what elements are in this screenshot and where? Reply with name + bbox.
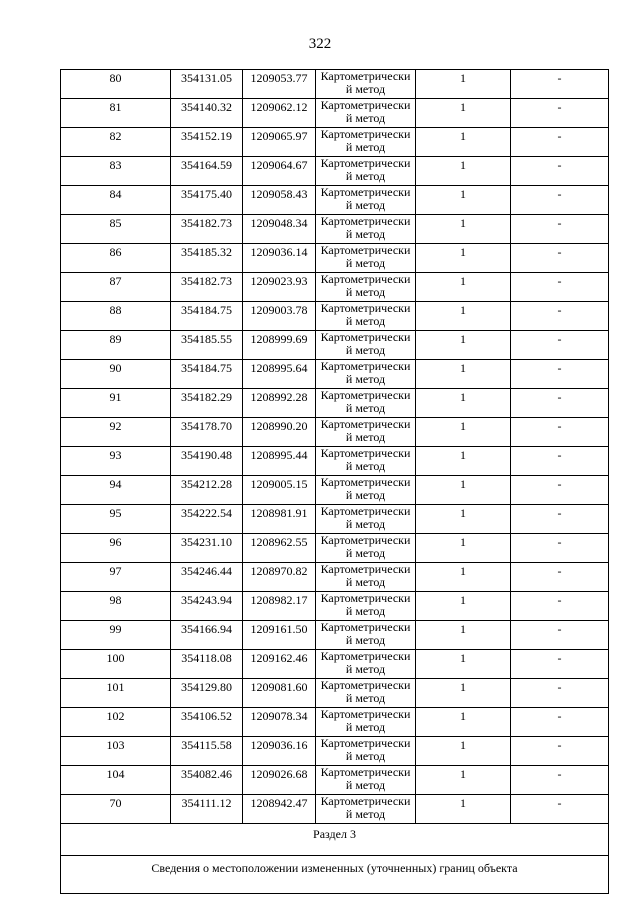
table-row (61, 766, 609, 795)
description-cell: - (511, 389, 609, 418)
point-number-cell: 101 (61, 679, 171, 708)
description-cell: - (511, 418, 609, 447)
method-line-1: Картометрически (320, 504, 411, 518)
description-cell: - (511, 128, 609, 157)
method-line-1: Картометрически (320, 388, 411, 402)
x-coordinate-cell: 354152.19 (171, 128, 243, 157)
description-cell: - (511, 505, 609, 534)
description-cell: - (511, 563, 609, 592)
y-coordinate-cell: 1208995.64 (243, 360, 316, 389)
method-cell (316, 99, 416, 128)
method-line-2: й метод (345, 372, 386, 386)
y-coordinate-cell: 1209048.34 (243, 215, 316, 244)
y-coordinate-cell: 1209003.78 (243, 302, 316, 331)
table-row (61, 650, 609, 679)
description-cell: - (511, 186, 609, 215)
method-cell (316, 360, 416, 389)
point-number-cell: 85 (61, 215, 171, 244)
x-coordinate-cell: 354185.55 (171, 331, 243, 360)
method-cell (316, 737, 416, 766)
method-cell (316, 418, 416, 447)
y-coordinate-cell: 1209023.93 (243, 273, 316, 302)
table-row (61, 273, 609, 302)
accuracy-cell: 1 (416, 331, 511, 360)
x-coordinate-cell: 354175.40 (171, 186, 243, 215)
method-cell (316, 621, 416, 650)
method-line-1: Картометрически (320, 156, 411, 170)
table-row (61, 621, 609, 650)
method-line-1: Картометрически (320, 794, 411, 808)
method-line-2: й метод (345, 111, 386, 125)
y-coordinate-cell: 1208995.44 (243, 447, 316, 476)
method-line-2: й метод (345, 807, 386, 821)
accuracy-cell: 1 (416, 534, 511, 563)
accuracy-cell: 1 (416, 621, 511, 650)
point-number-cell: 88 (61, 302, 171, 331)
method-line-1: Картометрически (320, 185, 411, 199)
accuracy-cell: 1 (416, 795, 511, 824)
table-row (61, 128, 609, 157)
method-line-2: й метод (345, 459, 386, 473)
point-number-cell: 93 (61, 447, 171, 476)
method-line-1: Картометрически (320, 330, 411, 344)
point-number-cell: 102 (61, 708, 171, 737)
accuracy-cell: 1 (416, 737, 511, 766)
point-number-cell: 100 (61, 650, 171, 679)
accuracy-cell: 1 (416, 505, 511, 534)
x-coordinate-cell: 354166.94 (171, 621, 243, 650)
method-cell (316, 186, 416, 215)
x-coordinate-cell: 354243.94 (171, 592, 243, 621)
method-line-1: Картометрически (320, 765, 411, 779)
table-row (61, 215, 609, 244)
method-line-2: й метод (345, 169, 386, 183)
table-row (61, 70, 609, 99)
method-line-2: й метод (345, 430, 386, 444)
method-line-2: й метод (345, 285, 386, 299)
method-cell (316, 244, 416, 273)
method-cell (316, 273, 416, 302)
method-line-2: й метод (345, 314, 386, 328)
description-cell: - (511, 447, 609, 476)
method-line-1: Картометрически (320, 620, 411, 634)
description-cell: - (511, 476, 609, 505)
method-line-2: й метод (345, 604, 386, 618)
x-coordinate-cell: 354222.54 (171, 505, 243, 534)
description-cell: - (511, 679, 609, 708)
accuracy-cell: 1 (416, 70, 511, 99)
x-coordinate-cell: 354082.46 (171, 766, 243, 795)
description-cell: - (511, 157, 609, 186)
method-line-2: й метод (345, 343, 386, 357)
x-coordinate-cell: 354178.70 (171, 418, 243, 447)
table-row (61, 505, 609, 534)
y-coordinate-cell: 1208942.47 (243, 795, 316, 824)
method-cell (316, 795, 416, 824)
method-line-1: Картометрически (320, 446, 411, 460)
method-cell (316, 650, 416, 679)
point-number-cell: 89 (61, 331, 171, 360)
method-line-1: Картометрически (320, 533, 411, 547)
method-line-1: Картометрически (320, 69, 411, 83)
y-coordinate-cell: 1209005.15 (243, 476, 316, 505)
y-coordinate-cell: 1209026.68 (243, 766, 316, 795)
point-number-cell: 83 (61, 157, 171, 186)
y-coordinate-cell: 1209064.67 (243, 157, 316, 186)
method-line-2: й метод (345, 140, 386, 154)
accuracy-cell: 1 (416, 592, 511, 621)
description-cell: - (511, 331, 609, 360)
point-number-cell: 103 (61, 737, 171, 766)
x-coordinate-cell: 354246.44 (171, 563, 243, 592)
accuracy-cell: 1 (416, 418, 511, 447)
section-title: Раздел 3 (61, 824, 609, 856)
description-cell: - (511, 621, 609, 650)
y-coordinate-cell: 1208992.28 (243, 389, 316, 418)
accuracy-cell: 1 (416, 563, 511, 592)
point-number-cell: 96 (61, 534, 171, 563)
point-number-cell: 104 (61, 766, 171, 795)
point-number-cell: 95 (61, 505, 171, 534)
y-coordinate-cell: 1208982.17 (243, 592, 316, 621)
x-coordinate-cell: 354115.58 (171, 737, 243, 766)
section-row (61, 824, 609, 856)
y-coordinate-cell: 1209065.97 (243, 128, 316, 157)
description-cell: - (511, 273, 609, 302)
point-number-cell: 87 (61, 273, 171, 302)
accuracy-cell: 1 (416, 157, 511, 186)
accuracy-cell: 1 (416, 708, 511, 737)
x-coordinate-cell: 354182.29 (171, 389, 243, 418)
accuracy-cell: 1 (416, 99, 511, 128)
method-cell (316, 505, 416, 534)
table-row (61, 708, 609, 737)
y-coordinate-cell: 1209081.60 (243, 679, 316, 708)
method-cell (316, 592, 416, 621)
table-row (61, 534, 609, 563)
method-line-2: й метод (345, 749, 386, 763)
method-line-1: Картометрически (320, 98, 411, 112)
method-cell (316, 534, 416, 563)
method-line-1: Картометрически (320, 272, 411, 286)
table-row (61, 447, 609, 476)
x-coordinate-cell: 354106.52 (171, 708, 243, 737)
description-cell: - (511, 99, 609, 128)
description-cell: - (511, 215, 609, 244)
description-cell: - (511, 650, 609, 679)
point-number-cell: 86 (61, 244, 171, 273)
method-line-2: й метод (345, 517, 386, 531)
y-coordinate-cell: 1208981.91 (243, 505, 316, 534)
method-cell (316, 128, 416, 157)
description-cell: - (511, 737, 609, 766)
method-cell (316, 476, 416, 505)
table-row (61, 244, 609, 273)
method-line-1: Картометрически (320, 127, 411, 141)
y-coordinate-cell: 1209058.43 (243, 186, 316, 215)
point-number-cell: 90 (61, 360, 171, 389)
x-coordinate-cell: 354111.12 (171, 795, 243, 824)
y-coordinate-cell: 1209036.14 (243, 244, 316, 273)
table-row (61, 476, 609, 505)
method-line-1: Картометрически (320, 475, 411, 489)
accuracy-cell: 1 (416, 389, 511, 418)
method-line-1: Картометрически (320, 359, 411, 373)
table-row (61, 795, 609, 824)
accuracy-cell: 1 (416, 215, 511, 244)
accuracy-cell: 1 (416, 766, 511, 795)
method-line-2: й метод (345, 488, 386, 502)
method-line-1: Картометрически (320, 591, 411, 605)
description-cell: - (511, 795, 609, 824)
method-line-2: й метод (345, 198, 386, 212)
point-number-cell: 81 (61, 99, 171, 128)
table-row (61, 592, 609, 621)
description-cell: - (511, 708, 609, 737)
method-cell (316, 331, 416, 360)
point-number-cell: 84 (61, 186, 171, 215)
table-row (61, 360, 609, 389)
description-cell: - (511, 592, 609, 621)
method-cell (316, 70, 416, 99)
table-row (61, 737, 609, 766)
x-coordinate-cell: 354190.48 (171, 447, 243, 476)
x-coordinate-cell: 354129.80 (171, 679, 243, 708)
method-cell (316, 215, 416, 244)
method-line-2: й метод (345, 662, 386, 676)
method-cell (316, 389, 416, 418)
y-coordinate-cell: 1209053.77 (243, 70, 316, 99)
description-cell: - (511, 244, 609, 273)
method-line-1: Картометрически (320, 562, 411, 576)
section-info-row (61, 856, 609, 894)
point-number-cell: 98 (61, 592, 171, 621)
accuracy-cell: 1 (416, 128, 511, 157)
method-cell (316, 766, 416, 795)
accuracy-cell: 1 (416, 650, 511, 679)
description-cell: - (511, 766, 609, 795)
x-coordinate-cell: 354231.10 (171, 534, 243, 563)
point-number-cell: 70 (61, 795, 171, 824)
point-number-cell: 99 (61, 621, 171, 650)
x-coordinate-cell: 354131.05 (171, 70, 243, 99)
point-number-cell: 80 (61, 70, 171, 99)
method-line-1: Картометрически (320, 678, 411, 692)
y-coordinate-cell: 1209078.34 (243, 708, 316, 737)
accuracy-cell: 1 (416, 244, 511, 273)
method-line-1: Картометрически (320, 417, 411, 431)
method-line-1: Картометрически (320, 243, 411, 257)
coordinates-table-body (61, 70, 609, 824)
y-coordinate-cell: 1209062.12 (243, 99, 316, 128)
y-coordinate-cell: 1209036.16 (243, 737, 316, 766)
accuracy-cell: 1 (416, 476, 511, 505)
y-coordinate-cell: 1209161.50 (243, 621, 316, 650)
method-line-1: Картометрически (320, 301, 411, 315)
table-row (61, 302, 609, 331)
method-cell (316, 302, 416, 331)
method-line-1: Картометрически (320, 707, 411, 721)
point-number-cell: 91 (61, 389, 171, 418)
table-row (61, 679, 609, 708)
description-cell: - (511, 360, 609, 389)
method-line-1: Картометрически (320, 214, 411, 228)
method-cell (316, 447, 416, 476)
accuracy-cell: 1 (416, 302, 511, 331)
y-coordinate-cell: 1208970.82 (243, 563, 316, 592)
x-coordinate-cell: 354182.73 (171, 273, 243, 302)
accuracy-cell: 1 (416, 273, 511, 302)
method-line-1: Картометрически (320, 736, 411, 750)
y-coordinate-cell: 1208999.69 (243, 331, 316, 360)
x-coordinate-cell: 354182.73 (171, 215, 243, 244)
method-line-2: й метод (345, 256, 386, 270)
table-row (61, 186, 609, 215)
x-coordinate-cell: 354212.28 (171, 476, 243, 505)
method-line-2: й метод (345, 691, 386, 705)
method-line-2: й метод (345, 720, 386, 734)
method-line-2: й метод (345, 575, 386, 589)
x-coordinate-cell: 354185.32 (171, 244, 243, 273)
point-number-cell: 92 (61, 418, 171, 447)
table-row (61, 331, 609, 360)
description-cell: - (511, 302, 609, 331)
y-coordinate-cell: 1208962.55 (243, 534, 316, 563)
table-row (61, 418, 609, 447)
method-line-2: й метод (345, 546, 386, 560)
method-cell (316, 708, 416, 737)
method-line-2: й метод (345, 227, 386, 241)
table-row (61, 563, 609, 592)
accuracy-cell: 1 (416, 360, 511, 389)
description-cell: - (511, 534, 609, 563)
x-coordinate-cell: 354164.59 (171, 157, 243, 186)
point-number-cell: 82 (61, 128, 171, 157)
table-row (61, 157, 609, 186)
method-cell (316, 563, 416, 592)
accuracy-cell: 1 (416, 679, 511, 708)
x-coordinate-cell: 354140.32 (171, 99, 243, 128)
method-cell (316, 157, 416, 186)
x-coordinate-cell: 354184.75 (171, 302, 243, 331)
method-line-1: Картометрически (320, 649, 411, 663)
method-line-2: й метод (345, 633, 386, 647)
point-number-cell: 97 (61, 563, 171, 592)
x-coordinate-cell: 354118.08 (171, 650, 243, 679)
method-line-2: й метод (345, 778, 386, 792)
y-coordinate-cell: 1209162.46 (243, 650, 316, 679)
table-row (61, 99, 609, 128)
y-coordinate-cell: 1208990.20 (243, 418, 316, 447)
accuracy-cell: 1 (416, 186, 511, 215)
section-subtitle: Сведения о местоположении измененных (уточненных) границ объекта (61, 856, 609, 894)
method-line-2: й метод (345, 82, 386, 96)
point-number-cell: 94 (61, 476, 171, 505)
method-line-2: й метод (345, 401, 386, 415)
table-row (61, 389, 609, 418)
page-number: 322 (308, 36, 332, 52)
accuracy-cell: 1 (416, 447, 511, 476)
description-cell: - (511, 70, 609, 99)
coordinates-table (60, 69, 609, 894)
x-coordinate-cell: 354184.75 (171, 360, 243, 389)
method-cell (316, 679, 416, 708)
